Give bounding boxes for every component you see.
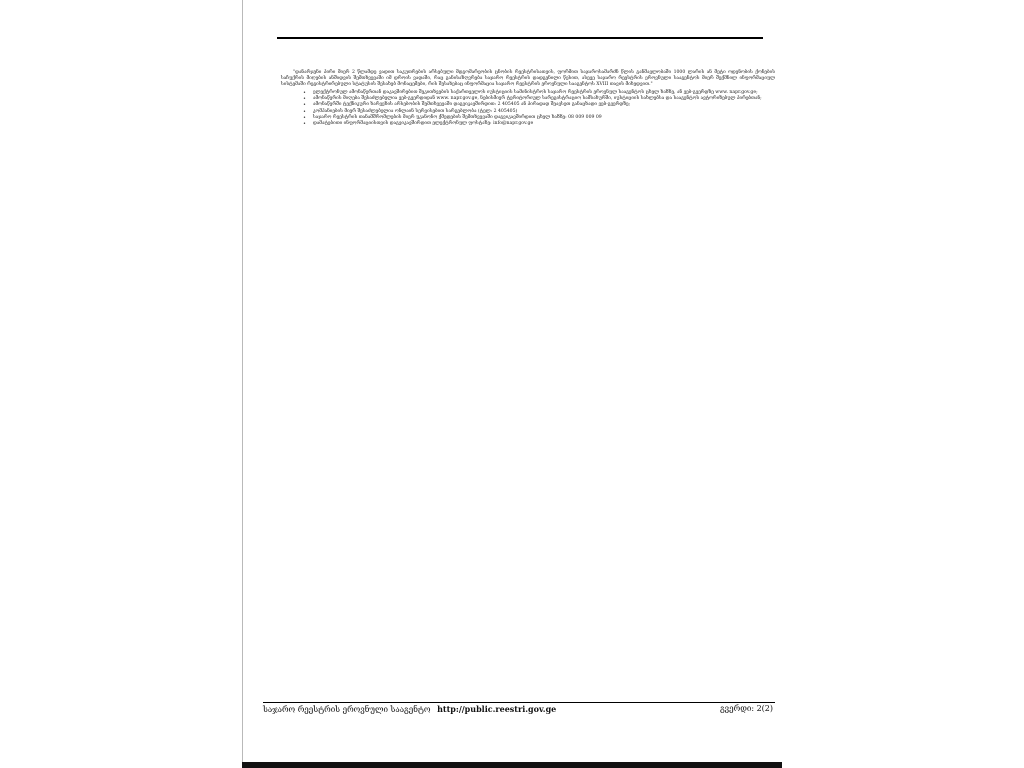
list-item: • ამონაწერში ტექნიკური ხარვეზის არსებობის შემთხვევაში დაგვიკავშირდით: 2 405405 ან პირადად შეავსეთ განაცხადი ვებ-გვერდზე;	[303, 102, 775, 108]
page-bottom-edge	[242, 762, 782, 768]
list-item: • ამონაწერის მიღება შესაძლებელია ვებ-გვერდიდან www. napr.gov.ge, ნებისმიერ ტერიტორიულ სარეგისტრაციო სამსახურში, იუსტიციის სახლებსა და სააგენტოს ავტორიზებულ პირებთან;	[303, 96, 775, 102]
footer-url-link[interactable]: http://public.reestri.gov.ge	[437, 704, 557, 714]
footer-source	[263, 703, 556, 716]
footer-agency-label: საჯარო რეესტრის ეროვნული სააგენტო	[263, 705, 431, 714]
list-item: • საჯარო რეესტრის თანამშრომლების მიერ უკანონო ქმედების შემთხვევაში დაგვიკავშირდით ცხელ ხაზზე: 08 009 009 09	[303, 115, 775, 121]
document-body	[281, 70, 775, 127]
list-item: • ელექტრონულ ამონაწერთან დაკავშირებით შეკითხვების საქართველოს იუსტიციის სამინისტროს საჯარო რეესტრის ეროვნულ სააგენტოს ცხელ ხაზზე, ან ვებ-გვერდზე www. napr.gov.ge;	[303, 90, 775, 96]
intro-paragraph: "დანარჯენი პირი მიერ 2 წლამდე ვადით საკუთრების არსებული მდგომარეობის ცნობის რეესტრისათვის, ფორმით საჯაროსამარძნ წლის განმავლობაში 1000 ლარის ან მეტი ოდენობის ქონების საჩუქრის მიღების ანშიდვის შემთხვევაში იმ დროის ვადაში, რაც განისაზღვრება საჯარო რეესტრის დადგენილი წესით, ასევე საჯარო რეესტრის ეროვნული სააგენტოს მიერ შექმნილ ინფორმაციულ სისტემაში რეგისტრირებული სტატუსის შესახებ მონაცემები, რის შესახებაც ინფორმაცია საჯარო რეესტრის ეროვნული სააგენტოს XVIII თავის მიხედვით."	[281, 70, 775, 88]
page-footer	[263, 703, 775, 715]
list-item: • კომპანიების მიერ შესაძლებელია ონლაინ სერვისებით სარგებლობა (ტელ: 2 405405)	[303, 109, 775, 115]
page-number: გვერდი: 2(2)	[719, 704, 773, 713]
list-item: • დამატებითი ინფორმაციისთვის დაგვიკავშირდით ელექტრონულ ფოსტაზე: info@napr.gov.ge	[303, 121, 775, 127]
document-page	[242, 0, 783, 762]
header-rule	[277, 37, 763, 39]
info-list	[281, 90, 775, 127]
